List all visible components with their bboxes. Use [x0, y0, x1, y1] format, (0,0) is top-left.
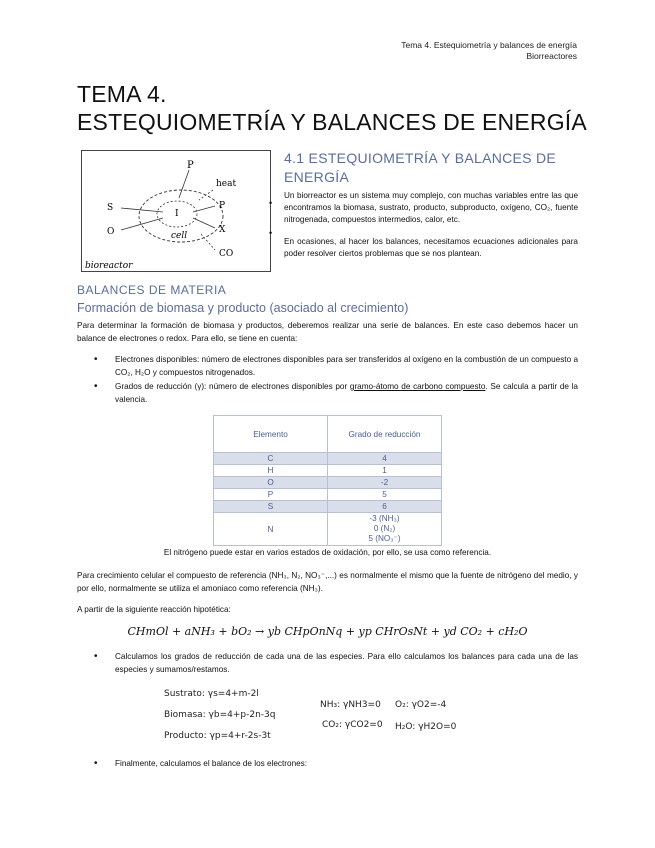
bullet-marker: •	[269, 198, 273, 208]
table-cell: O	[214, 477, 328, 489]
chapter-number: TEMA 4.	[77, 81, 167, 107]
table-row	[214, 501, 442, 513]
table-row	[214, 465, 442, 477]
table-cell: P	[214, 489, 328, 501]
table-row	[214, 453, 442, 465]
fig-label-x: X	[219, 225, 226, 235]
bullet-reduction-text-b: . Se calcula a partir de la valencia.	[115, 382, 578, 404]
paragraph-balances: Para determinar la formación de biomasa y productos, deberemos realizar una serie de balances. En este caso debemos hacer un balance de electrones o redox. Para ello, se tiene en cuenta:	[77, 321, 578, 343]
table-header-row	[214, 416, 442, 453]
nitrogen-state: 0 (N₂)	[373, 524, 396, 533]
chapter-title	[77, 80, 587, 136]
bioreactor-diagram	[81, 150, 271, 272]
fig-label-cell: cell	[171, 231, 188, 241]
table-cell-nitrogen	[328, 513, 442, 546]
fig-label-bioreactor: bioreactor	[85, 261, 133, 271]
eq-h2o: H₂O: γH2O=0	[395, 722, 457, 732]
table-row	[214, 477, 442, 489]
nitrogen-state: -3 (NH₃)	[369, 514, 400, 523]
eq-nh3: NH₃: γNH3=0	[320, 700, 381, 710]
fig-label-heat: heat	[216, 179, 237, 189]
table-cell: 1	[328, 465, 442, 477]
bullet-electron-balance: Finalmente, calculamos el balance de los electrones:	[115, 759, 308, 768]
table-cell: S	[214, 501, 328, 513]
bullet-marker: •	[94, 354, 98, 365]
bullet-marker: •	[94, 758, 98, 769]
table-cell: 4	[328, 453, 442, 465]
eq-sustrato: Sustrato: γs=4+m-2l	[164, 689, 259, 699]
table-cell: C	[214, 453, 328, 465]
fig-label-i: I	[175, 209, 179, 219]
table-header-element: Elemento	[214, 416, 328, 453]
fig-label-o2: O	[107, 227, 115, 237]
intro-paragraph-1: Un biorreactor es un sistema muy complejo, con muchas variables entre las que encontramos la biomasa, sustrato, producto, subproducto, oxígeno, CO₂, fuente nitrogenada, compuestos intermedios, calor, etc.	[284, 191, 578, 224]
bullet-marker: •	[269, 228, 273, 238]
table-cell: H	[214, 465, 328, 477]
header-chapter: Tema 4. Estequiometría y balances de energía	[401, 40, 577, 50]
table-cell: 5	[328, 489, 442, 501]
table-header-degree: Grado de reducción	[328, 416, 442, 453]
nitrogen-note: El nitrógeno puede estar en varios estados de oxidación, por ello, se usa como referencia.	[163, 548, 492, 557]
chapter-name: ESTEQUIOMETRÍA Y BALANCES DE ENERGÍA	[77, 109, 587, 135]
running-header	[401, 40, 577, 62]
table-cell: N	[214, 513, 328, 546]
bullet-reduction-underlined: gramo-átomo de carbono compuesto	[349, 382, 486, 391]
bullet-marker: •	[94, 381, 98, 392]
nitrogen-state: 5 (NO₃⁻)	[368, 534, 401, 543]
paragraph-reference: Para crecimiento celular el compuesto de referencia (NH₃, N₂, NO₃⁻,...) es normalmente el mismo que la fuente de nitrógeno del medio, y por ello, normalmente se utiliza el amoniaco como referencia (NH₃).	[77, 571, 578, 593]
fig-label-s: S	[107, 203, 114, 213]
reaction-equation: CHmOl + aNH₃ + bO₂ → yb CHpOnNq + yp CHrOsNt + yd CO₂ + cH₂O	[127, 625, 528, 638]
bullet-reduction-degree	[115, 381, 578, 406]
paragraph-reaction-intro: A partir de la siguiente reacción hipotética:	[77, 605, 231, 614]
eq-co2: CO₂: γCO2=0	[322, 720, 383, 730]
table-cell: 6	[328, 501, 442, 513]
intro-paragraph-2: En ocasiones, al hacer los balances, necesitamos ecuaciones adicionales para poder resolver ciertos problemas que se nos plantean.	[284, 237, 578, 258]
header-course: Biorreactores	[526, 51, 577, 61]
bullet-reduction-text-a: Grados de reducción (γ): número de electrones disponibles por	[115, 382, 350, 391]
section-title: 4.1 ESTEQUIOMETRÍA Y BALANCES DE ENERGÍA	[284, 150, 557, 185]
eq-biomasa: Biomasa: γb=4+p-2n-3q	[164, 710, 276, 720]
reduction-table	[213, 415, 442, 546]
bullet-calc-degrees: Calculamos los grados de reducción de cada una de las especies. Para ello calculamos los balances para cada una de las especies y sumamos/restamos.	[115, 652, 578, 674]
table-cell: -2	[328, 477, 442, 489]
fig-label-co2: CO	[219, 249, 234, 259]
table-row	[214, 513, 442, 546]
subsection-heading: Formación de biomasa y producto (asociado al crecimiento)	[77, 301, 409, 315]
bullet-marker: •	[94, 651, 98, 662]
fig-label-p: P	[187, 160, 194, 171]
table-row	[214, 489, 442, 501]
fig-label-p-out: P	[219, 201, 226, 211]
bullet-electrons: Electrones disponibles: número de electrones disponibles para ser transferidos al oxígeno en la combustión de un compuesto a CO₂, H₂O y compuestos nitrogenados.	[115, 355, 578, 377]
eq-o2: O₂: γO2=-4	[395, 700, 447, 710]
eq-producto: Producto: γp=4+r-2s-3t	[164, 731, 271, 741]
subsection-title: BALANCES DE MATERIA	[77, 283, 227, 297]
